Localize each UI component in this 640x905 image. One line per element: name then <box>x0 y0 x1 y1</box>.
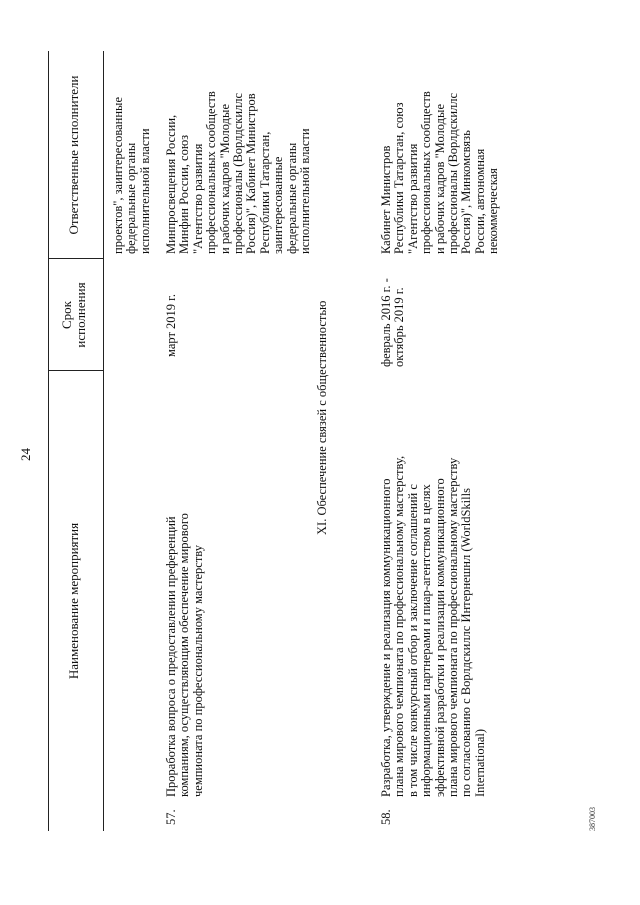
row-name: Разработка, утверждение и реализация коммуникационного плана мирового чемпионата по профессиональному мастерству, в том числе конкурсный отбор и заключение соглашений с информационными партнерами и пиар-агентством в целях эффективной разработки и реализации коммуникационного плана мирового чемпионата по профессиональному мастерству по согласованию с Ворлдскиллс Интернешнл (WorldSkills International) <box>379 455 487 797</box>
row-term: февраль 2016 г. - октябрь 2019 г. <box>379 278 407 367</box>
header-responsible-column: Ответственные исполнители <box>66 75 81 235</box>
section-title: XI. Обеспечение связей с общественностью <box>315 300 329 535</box>
row-number: 58. <box>379 809 393 825</box>
row-name: Проработка вопроса о предоставлении преференций компаниям, осуществляющим обеспечение мирового чемпионата по профессиональному мастерству <box>164 513 205 797</box>
row-number: 57. <box>164 809 178 825</box>
header-term-column-line1: Срок <box>59 301 74 329</box>
page-number: 24 <box>18 448 33 461</box>
document-code: 387003 <box>588 807 597 831</box>
header-bottom-border <box>103 51 104 831</box>
header-term-column-line2: исполнения <box>73 282 88 348</box>
table-top-border <box>48 51 49 831</box>
row-term: март 2019 г. <box>164 293 178 357</box>
responsible-continued-from-previous: проектов", заинтересованные федеральные органы исполнительной власти <box>111 97 152 254</box>
header-name-column: Наименование мероприятия <box>66 522 81 680</box>
row-responsible: Минпросвещения России, Минфин России, союз "Агентство развития профессиональных сообществ и рабочих кадров "Молодые профессионалы (Ворлдскиллс Россия)", Кабинет Министров Республики Татарстан, заинтересованные федеральные органы исполнительной власти <box>164 91 313 254</box>
row-responsible: Кабинет Министров Республики Татарстан, союз "Агентство развития профессиональных сообществ и рабочих кадров "Молодые профессионалы (Ворлдскиллс Россия)", Минкомсвязь России, автономная некоммерческая <box>379 91 501 254</box>
